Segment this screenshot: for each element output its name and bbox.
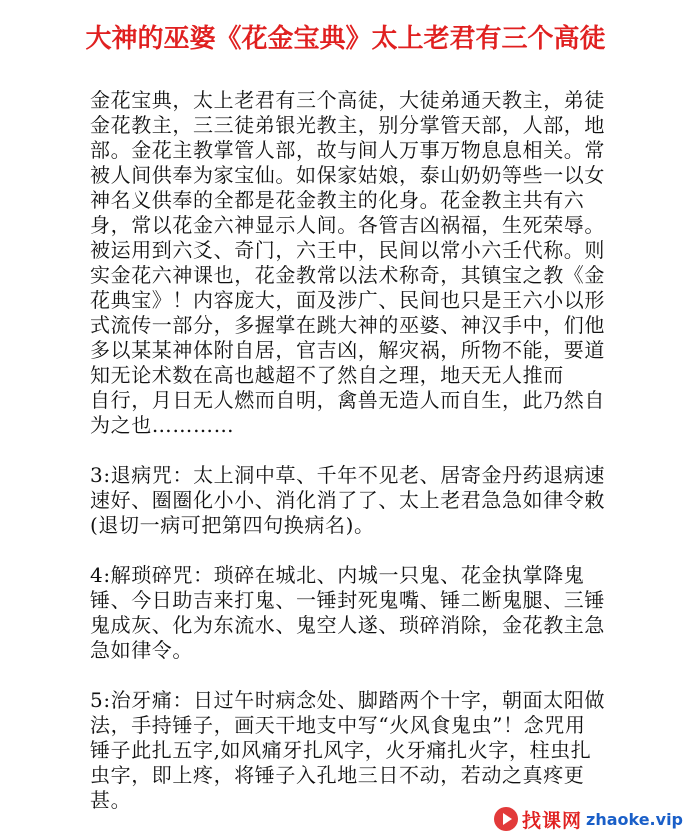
paragraph — [90, 88, 645, 438]
document-body — [90, 88, 645, 813]
text-line: 式流传一部分，多握掌在跳大神的巫婆、神汉手中，们他 — [90, 313, 605, 337]
text-line: 4:解琐碎咒：琐碎在城北、内城一只鬼、花金执掌降鬼 — [90, 563, 585, 587]
paragraph — [90, 563, 645, 663]
text-line: 法，手持锤子，画天干地支中写“火风食鬼虫”！念咒用 — [90, 713, 586, 737]
text-line: 鬼成灰、化为东流水、鬼空人遂、琐碎消除，金花教主急 — [90, 613, 605, 637]
paragraph — [90, 463, 645, 538]
watermark-site-name: 找课网 — [521, 809, 582, 832]
watermark — [494, 805, 683, 833]
text-line: 被人间供奉为家宝仙。如保家姑娘，泰山奶奶等些一以女 — [90, 163, 605, 187]
text-line: 部。金花主教掌管人部，故与间人万事万物息息相关。常 — [90, 138, 605, 162]
text-line: 锤子此扎五字,如风痛牙扎风字，火牙痛扎火字，柱虫扎 — [90, 738, 592, 762]
paragraph — [90, 688, 645, 813]
text-line: 实金花六神课也，花金教常以法术称奇，其镇宝之教《金 — [90, 263, 605, 287]
text-line: 5:治牙痛：日过午时病念处、脚踏两个十字，朝面太阳做 — [90, 688, 606, 712]
text-line: 多以某某神体附自居，官吉凶，解灾祸，所物不能，要道 — [90, 338, 605, 362]
text-line: 神名义供奉的全都是花金教主的化身。花金教主共有六 — [90, 188, 585, 212]
text-line: 自行，月日无人燃而自明，禽兽无造人而自生，此乃然自 — [90, 388, 605, 412]
paragraph-gap — [90, 438, 645, 463]
paragraph-gap — [90, 538, 645, 563]
text-line: 金花宝典，太上老君有三个高徒，大徒弟通天教主，弟徒 — [90, 88, 605, 112]
text-line: 知无论术数在高也越超不了然自之理，地天无人推而 — [90, 363, 564, 387]
text-line: 虫字，即上疼，将锤子入孔地三日不动，若动之真疼更 — [90, 763, 585, 787]
paragraph-gap — [90, 663, 645, 688]
text-line: 3:退病咒：太上洞中草、千年不见老、居寄金丹药退病速 — [90, 463, 606, 487]
text-line: 身，常以花金六神显示人间。各管吉凶祸福，生死荣辱。 — [90, 213, 605, 237]
watermark-domain: zhaoke.vip — [586, 809, 683, 829]
text-line: 花典宝》！内容庞大，面及涉广、民间也只是王六小以形 — [90, 288, 605, 312]
text-line: (退切一病可把第四句换病名)。 — [90, 513, 375, 537]
text-line: 甚。 — [90, 788, 132, 812]
text-line: 速好、圈圈化小小、消化消了了、太上老君急急如律令敕 — [90, 488, 605, 512]
play-logo-icon — [494, 807, 518, 831]
text-line: 为之也………… — [90, 413, 235, 437]
text-line: 锤、今日助吉来打鬼、一锤封死鬼嘴、锤二断鬼腿、三锤 — [90, 588, 605, 612]
page-title: 大神的巫婆《花金宝典》太上老君有三个高徒 — [85, 24, 606, 54]
text-line: 急如律令。 — [90, 638, 193, 662]
text-line: 金花教主，三三徒弟银光教主，别分掌管天部，人部，地 — [90, 113, 605, 137]
text-line: 被运用到六爻、奇门，六王中，民间以常小六壬代称。则 — [90, 238, 605, 262]
